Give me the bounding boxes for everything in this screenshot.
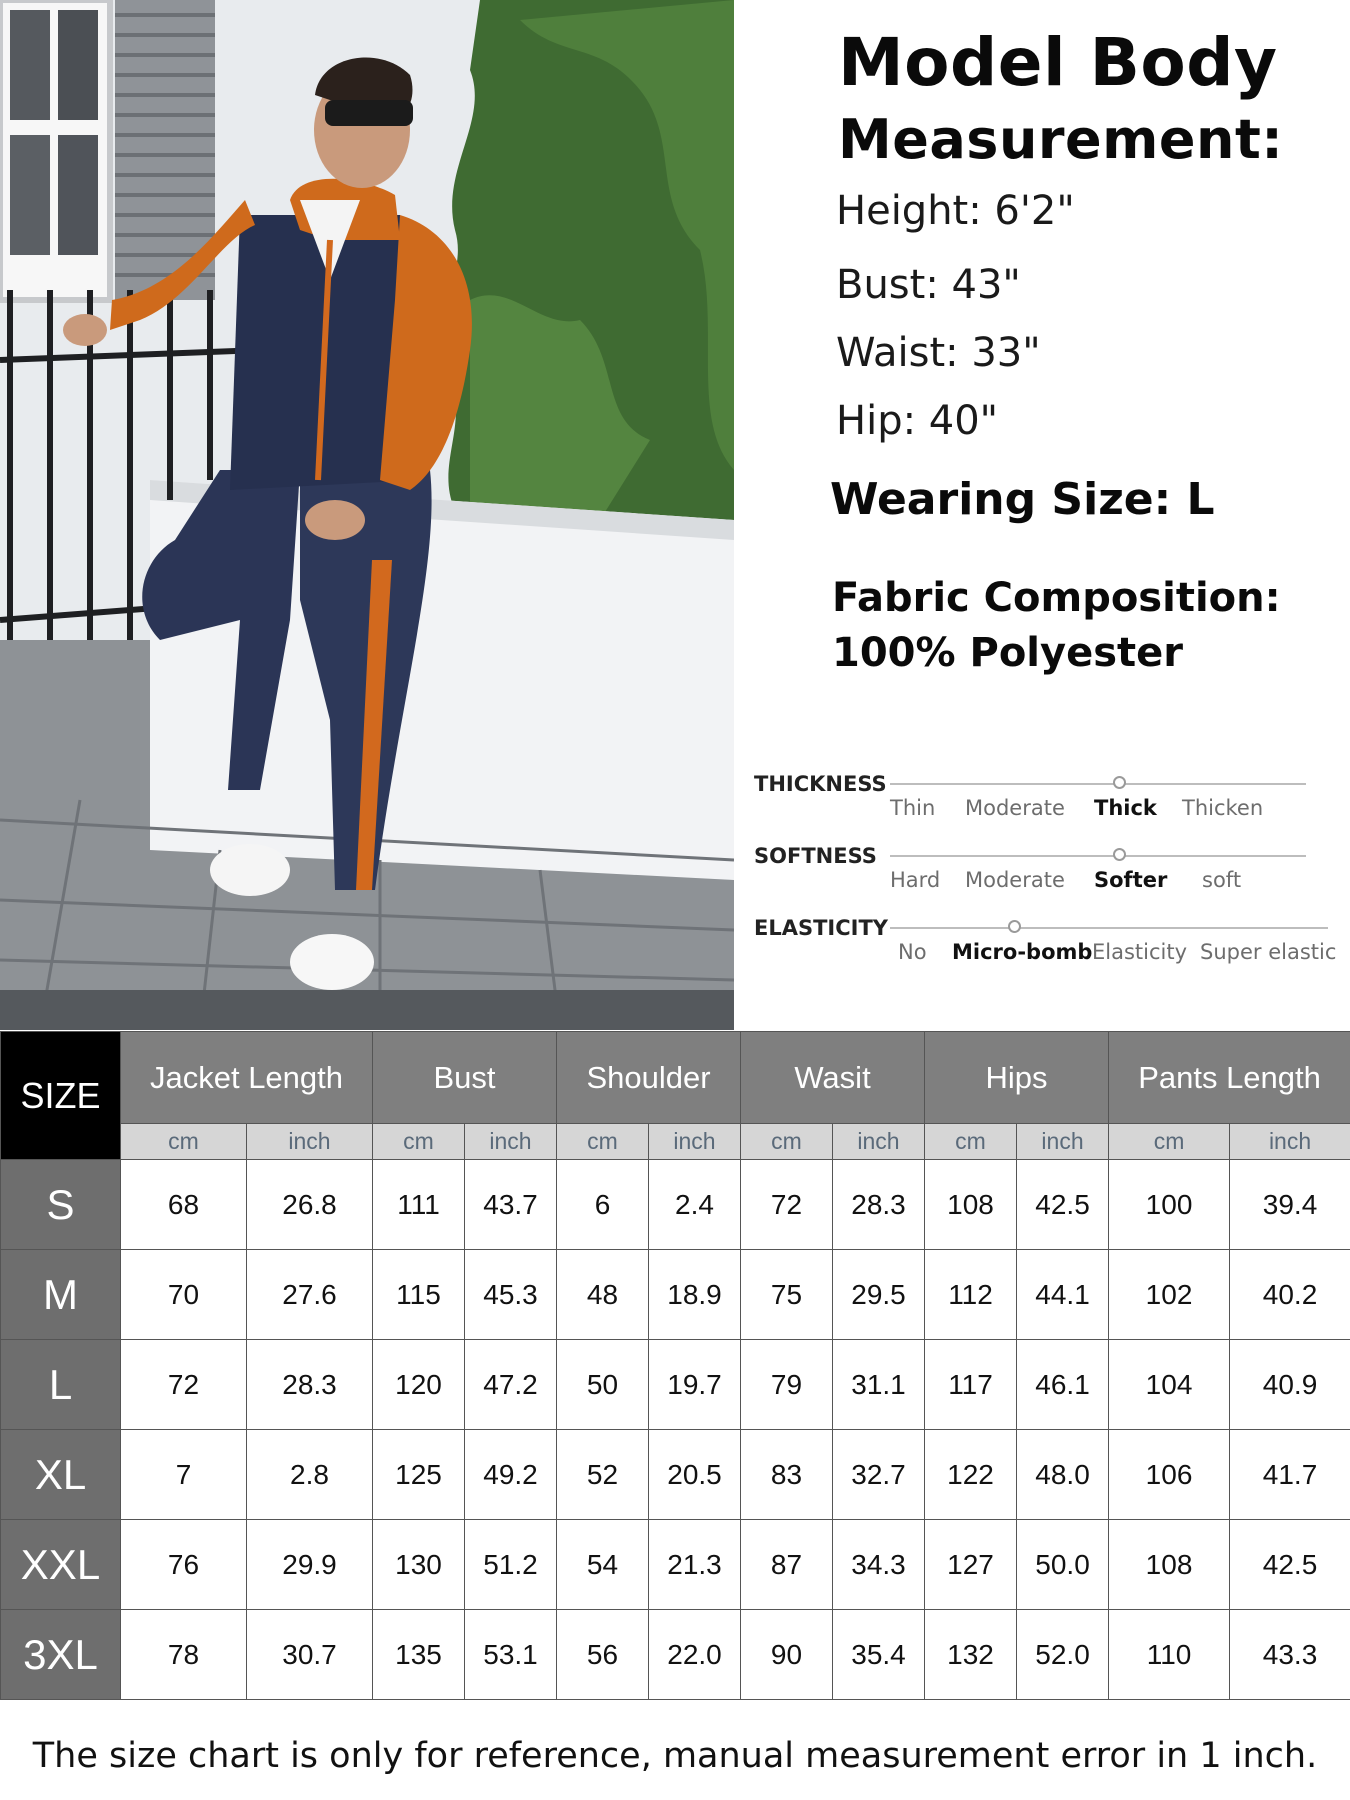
measurement-cell: 48.0 xyxy=(1017,1430,1109,1520)
thickness-option: Thicken xyxy=(1182,796,1264,820)
wearing-size: Wearing Size: L xyxy=(830,474,1215,525)
measurement-cell: 45.3 xyxy=(465,1250,557,1340)
measurement-cell: 75 xyxy=(741,1250,833,1340)
measurement-cell: 122 xyxy=(925,1430,1017,1520)
thickness-option: Moderate xyxy=(965,796,1065,820)
measurement-cell: 34.3 xyxy=(833,1520,925,1610)
measurement-cell: 117 xyxy=(925,1340,1017,1430)
measurement-cell: 32.7 xyxy=(833,1430,925,1520)
measurement-cell: 106 xyxy=(1109,1430,1230,1520)
thickness-option-selected: Thick xyxy=(1094,796,1157,820)
thickness-scale xyxy=(890,783,1306,785)
thickness-label: THICKNESS xyxy=(754,772,887,796)
measurement-cell: 42.5 xyxy=(1017,1160,1109,1250)
unit-label-cm: cm xyxy=(1109,1124,1230,1160)
measurement-cell: 42.5 xyxy=(1230,1520,1350,1610)
measurement-cell: 40.9 xyxy=(1230,1340,1350,1430)
measurement-cell: 53.1 xyxy=(465,1610,557,1700)
bust-measurement: Bust: 43" xyxy=(836,262,1021,308)
unit-label-inch: inch xyxy=(1017,1124,1109,1160)
unit-label-cm: cm xyxy=(557,1124,649,1160)
measurement-cell: 31.1 xyxy=(833,1340,925,1430)
softness-option: soft xyxy=(1202,868,1242,892)
unit-label-inch: inch xyxy=(247,1124,373,1160)
elasticity-option-selected: Micro-bomb xyxy=(952,940,1093,964)
height-measurement: Height: 6'2" xyxy=(836,188,1075,234)
waist-header: Wasit xyxy=(741,1032,925,1124)
measurement-cell: 28.3 xyxy=(247,1340,373,1430)
measurement-cell: 30.7 xyxy=(247,1610,373,1700)
fabric-value: 100% Polyester xyxy=(832,630,1183,676)
measurement-cell: 40.2 xyxy=(1230,1250,1350,1340)
measurement-cell: 2.8 xyxy=(247,1430,373,1520)
measurement-cell: 48 xyxy=(557,1250,649,1340)
model-title-line2: Measurement: xyxy=(838,108,1284,171)
unit-label-cm: cm xyxy=(925,1124,1017,1160)
bust-header: Bust xyxy=(373,1032,557,1124)
measurement-cell: 52.0 xyxy=(1017,1610,1109,1700)
hip-measurement: Hip: 40" xyxy=(836,398,999,444)
size-chart-table xyxy=(0,1031,1350,1700)
size-row xyxy=(1,1610,1350,1700)
measurement-cell: 50.0 xyxy=(1017,1520,1109,1610)
measurement-cell: 108 xyxy=(1109,1520,1230,1610)
measurement-cell: 41.7 xyxy=(1230,1430,1350,1520)
measurement-cell: 22.0 xyxy=(649,1610,741,1700)
elasticity-scale xyxy=(890,927,1328,929)
pants-length-header: Pants Length xyxy=(1109,1032,1350,1124)
measurement-cell: 7 xyxy=(121,1430,247,1520)
measurement-cell: 87 xyxy=(741,1520,833,1610)
measurement-cell: 110 xyxy=(1109,1610,1230,1700)
unit-label-inch: inch xyxy=(465,1124,557,1160)
waist-measurement: Waist: 33" xyxy=(836,330,1041,376)
elasticity-label: ELASTICITY xyxy=(754,916,888,940)
measurement-cell: 76 xyxy=(121,1520,247,1610)
measurement-cell: 132 xyxy=(925,1610,1017,1700)
measurement-cell: 44.1 xyxy=(1017,1250,1109,1340)
shoulder-header: Shoulder xyxy=(557,1032,741,1124)
measurement-cell: 19.7 xyxy=(649,1340,741,1430)
measurement-cell: 135 xyxy=(373,1610,465,1700)
size-label: S xyxy=(1,1160,121,1250)
unit-label-inch: inch xyxy=(1230,1124,1350,1160)
measurement-cell: 72 xyxy=(741,1160,833,1250)
measurement-cell: 112 xyxy=(925,1250,1017,1340)
measurement-cell: 51.2 xyxy=(465,1520,557,1610)
measurement-cell: 127 xyxy=(925,1520,1017,1610)
measurement-cell: 54 xyxy=(557,1520,649,1610)
elasticity-indicator xyxy=(1008,920,1021,933)
measurement-cell: 120 xyxy=(373,1340,465,1430)
softness-indicator xyxy=(1113,848,1126,861)
measurement-cell: 78 xyxy=(121,1610,247,1700)
size-row xyxy=(1,1430,1350,1520)
elasticity-option: No xyxy=(898,940,927,964)
measurement-cell: 21.3 xyxy=(649,1520,741,1610)
jacket-length-header: Jacket Length xyxy=(121,1032,373,1124)
measurement-cell: 104 xyxy=(1109,1340,1230,1430)
measurement-cell: 27.6 xyxy=(247,1250,373,1340)
hips-header: Hips xyxy=(925,1032,1109,1124)
model-title: Model Body xyxy=(838,24,1278,101)
measurement-cell: 28.3 xyxy=(833,1160,925,1250)
measurement-cell: 47.2 xyxy=(465,1340,557,1430)
size-label: XL xyxy=(1,1430,121,1520)
measurement-cell: 130 xyxy=(373,1520,465,1610)
measurement-cell: 29.5 xyxy=(833,1250,925,1340)
model-photo xyxy=(0,0,734,1030)
size-row xyxy=(1,1520,1350,1610)
size-row xyxy=(1,1250,1350,1340)
size-label: M xyxy=(1,1250,121,1340)
softness-label: SOFTNESS xyxy=(754,844,877,868)
measurement-cell: 46.1 xyxy=(1017,1340,1109,1430)
fabric-label: Fabric Composition: xyxy=(832,575,1281,621)
measurement-cell: 79 xyxy=(741,1340,833,1430)
elasticity-option: Super elastic xyxy=(1200,940,1337,964)
measurement-cell: 20.5 xyxy=(649,1430,741,1520)
size-label: 3XL xyxy=(1,1610,121,1700)
measurement-cell: 83 xyxy=(741,1430,833,1520)
measurement-cell: 18.9 xyxy=(649,1250,741,1340)
measurement-cell: 72 xyxy=(121,1340,247,1430)
measurement-cell: 39.4 xyxy=(1230,1160,1350,1250)
size-chart-footnote: The size chart is only for reference, manual measurement error in 1 inch. xyxy=(32,1736,1318,1776)
measurement-cell: 115 xyxy=(373,1250,465,1340)
measurement-cell: 70 xyxy=(121,1250,247,1340)
size-label: L xyxy=(1,1340,121,1430)
thickness-indicator xyxy=(1113,776,1126,789)
unit-label-cm: cm xyxy=(741,1124,833,1160)
size-column-header: SIZE xyxy=(1,1032,121,1160)
measurement-cell: 26.8 xyxy=(247,1160,373,1250)
elasticity-option: Elasticity xyxy=(1092,940,1188,964)
unit-label-inch: inch xyxy=(833,1124,925,1160)
measurement-cell: 29.9 xyxy=(247,1520,373,1610)
unit-label-inch: inch xyxy=(649,1124,741,1160)
softness-option: Moderate xyxy=(965,868,1065,892)
measurement-cell: 50 xyxy=(557,1340,649,1430)
measurement-cell: 102 xyxy=(1109,1250,1230,1340)
measurement-cell: 43.7 xyxy=(465,1160,557,1250)
measurement-cell: 125 xyxy=(373,1430,465,1520)
thickness-option: Thin xyxy=(890,796,936,820)
softness-option: Hard xyxy=(890,868,941,892)
size-row xyxy=(1,1160,1350,1250)
measurement-cell: 6 xyxy=(557,1160,649,1250)
measurement-cell: 49.2 xyxy=(465,1430,557,1520)
unit-label-cm: cm xyxy=(121,1124,247,1160)
softness-option-selected: Softer xyxy=(1094,868,1168,892)
unit-label-cm: cm xyxy=(373,1124,465,1160)
measurement-cell: 52 xyxy=(557,1430,649,1520)
measurement-cell: 56 xyxy=(557,1610,649,1700)
measurement-cell: 35.4 xyxy=(833,1610,925,1700)
measurement-cell: 90 xyxy=(741,1610,833,1700)
measurement-cell: 111 xyxy=(373,1160,465,1250)
measurement-cell: 68 xyxy=(121,1160,247,1250)
measurement-cell: 43.3 xyxy=(1230,1610,1350,1700)
measurement-cell: 108 xyxy=(925,1160,1017,1250)
size-row xyxy=(1,1340,1350,1430)
measurement-cell: 100 xyxy=(1109,1160,1230,1250)
measurement-cell: 2.4 xyxy=(649,1160,741,1250)
size-label: XXL xyxy=(1,1520,121,1610)
softness-scale xyxy=(890,855,1306,857)
